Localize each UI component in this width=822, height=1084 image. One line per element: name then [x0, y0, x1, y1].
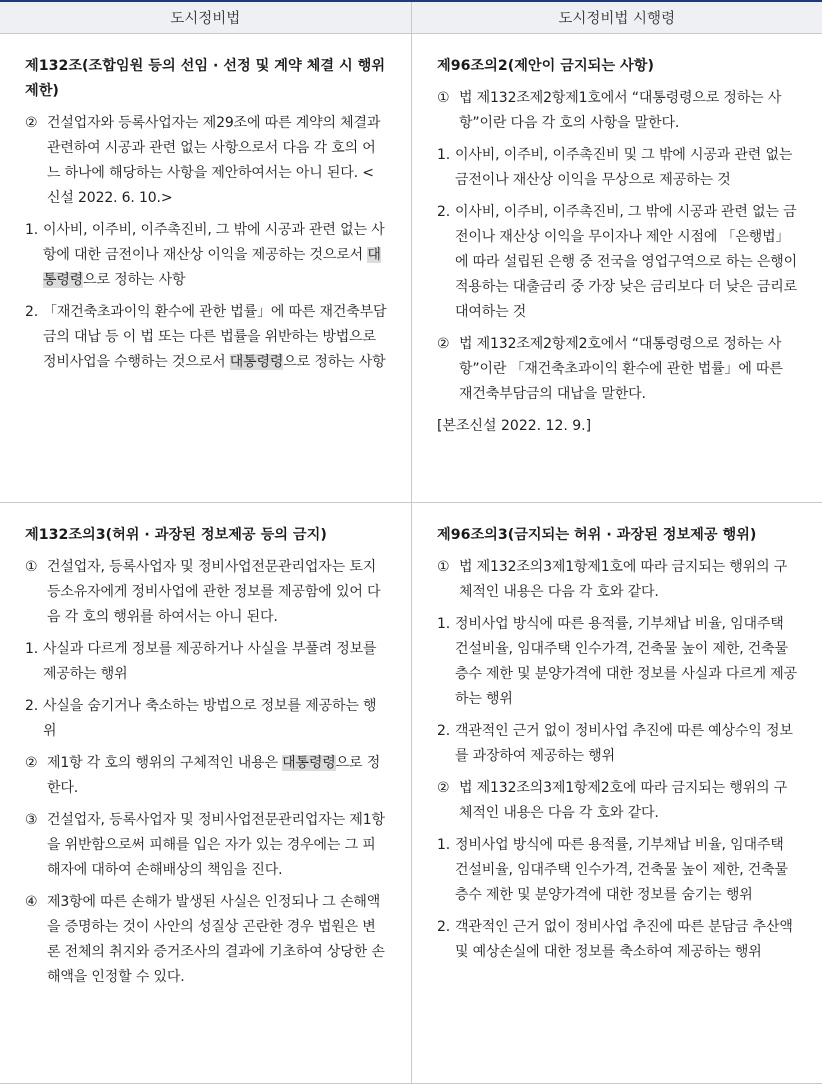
highlighted-term: 대통령령 — [43, 247, 381, 288]
paragraph-2 — [25, 111, 387, 211]
item-text: 사실과 다르게 정보를 제공하거나 사실을 부풀려 정보를 제공하는 행위 — [43, 637, 387, 687]
act-article-132-3 — [0, 503, 411, 1083]
article-title: 제96조의3(금지되는 허위 · 과장된 정보제공 행위) — [437, 523, 798, 548]
paragraph-1 — [25, 555, 387, 630]
paragraph-2 — [25, 751, 387, 801]
paragraph-1 — [437, 86, 798, 136]
item-text-part: 「재건축초과이익 환수에 관한 법률」에 따른 재건축부담금의 대납 등 이 법 또는 다른 법률을 위반하는 방법으로 정비사업을 수행하는 것으로서 — [43, 304, 386, 370]
article-title: 제96조의2(제안이 금지되는 사항) — [437, 54, 798, 79]
paragraph-text: 법 제132조의3제1항제2호에 따라 금지되는 행위의 구체적인 내용은 다음 각 호와 같다. — [459, 776, 798, 826]
decree-article-96-2 — [411, 34, 822, 502]
paragraph-text: 법 제132조제2항제1호에서 “대통령령으로 정하는 사항”이란 다음 각 호의 사항을 말한다. — [459, 86, 798, 136]
table-row — [0, 34, 822, 502]
item-2 — [437, 200, 798, 325]
paragraph-text: 법 제132조제2항제2호에서 “대통령령으로 정하는 사항”이란 「재건축초과이익 환수에 관한 법률」에 따른 재건축부담금의 대납을 말한다. — [459, 332, 798, 407]
paragraph-2 — [437, 332, 798, 407]
item-text: 이사비, 이주비, 이주촉진비, 그 밖에 시공과 관련 없는 금전이나 재산상 이익을 무이자나 제안 시점에 「은행법」에 따라 설립된 은행 중 전국을 영업구역으로 하는 은행이 적용하는 대출금리 중 가장 낮은 금리보다 더 낮은 금리로 대여하는 것 — [455, 200, 798, 325]
item-text: 정비사업 방식에 따른 용적률, 기부채납 비율, 임대주택 건설비율, 임대주택 인수가격, 건축물 높이 제한, 건축물 층수 제한 및 분양가격에 대한 정보를 숨기는 행위 — [455, 833, 798, 908]
item-2 — [437, 915, 798, 965]
item-text — [43, 218, 387, 293]
table-header — [0, 2, 822, 34]
item-2 — [437, 719, 798, 769]
item-marker: 2. — [25, 694, 43, 744]
paragraph-marker: ① — [437, 86, 459, 136]
paragraph-marker: ② — [25, 751, 47, 801]
item-marker: 1. — [437, 833, 455, 908]
item-1 — [25, 637, 387, 687]
paragraph-text — [47, 751, 387, 801]
paragraph-text: 법 제132조의3제1항제1호에 따라 금지되는 행위의 구체적인 내용은 다음 각 호와 같다. — [459, 555, 798, 605]
article-title: 제132조(조합임원 등의 선임 · 선정 및 계약 체결 시 행위제한) — [25, 54, 387, 104]
table-row — [0, 502, 822, 1083]
paragraph-4 — [25, 890, 387, 990]
item-1 — [437, 612, 798, 712]
paragraph-text: 건설업자, 등록사업자 및 정비사업전문관리업자는 제1항을 위반함으로써 피해를 입은 자가 있는 경우에는 그 피해자에 대하여 손해배상의 책임을 진다. — [47, 808, 387, 883]
column-header-act: 도시정비법 — [0, 2, 411, 33]
paragraph-marker: ② — [25, 111, 47, 211]
item-marker: 2. — [437, 915, 455, 965]
paragraph-marker: ① — [25, 555, 47, 630]
item-1 — [437, 143, 798, 193]
item-text: 객관적인 근거 없이 정비사업 추진에 따른 분담금 추산액 및 예상손실에 대한 정보를 축소하여 제공하는 행위 — [455, 915, 798, 965]
item-marker: 2. — [437, 200, 455, 325]
item-text: 이사비, 이주비, 이주촉진비 및 그 밖에 시공과 관련 없는 금전이나 재산상 이익을 무상으로 제공하는 것 — [455, 143, 798, 193]
item-marker: 1. — [437, 612, 455, 712]
highlighted-term: 대통령령 — [230, 354, 284, 370]
paragraph-text: 건설업자와 등록사업자는 제29조에 따른 계약의 체결과 관련하여 시공과 관련 없는 사항으로서 다음 각 호의 어느 하나에 해당하는 사항을 제안하여서는 아니 된다. <신설 2022. 6. 10.> — [47, 111, 387, 211]
paragraph-1 — [437, 555, 798, 605]
paragraph-text: 제3항에 따른 손해가 발생된 사실은 인정되나 그 손해액을 증명하는 것이 사안의 성질상 곤란한 경우 법원은 변론 전체의 취지와 증거조사의 결과에 기초하여 상당한 손해액을 인정할 수 있다. — [47, 890, 387, 990]
paragraph-marker: ① — [437, 555, 459, 605]
paragraph-text-part: 으로 정한다. — [47, 755, 380, 796]
article-title: 제132조의3(허위 · 과장된 정보제공 등의 금지) — [25, 523, 387, 548]
act-article-132 — [0, 34, 411, 502]
item-marker: 2. — [437, 719, 455, 769]
item-text-part: 으로 정하는 사항 — [83, 272, 185, 288]
item-text — [43, 300, 387, 375]
item-1 — [25, 218, 387, 293]
column-header-decree: 도시정비법 시행령 — [411, 2, 822, 33]
decree-article-96-3 — [411, 503, 822, 1083]
paragraph-3 — [25, 808, 387, 883]
highlighted-term: 대통령령 — [282, 755, 336, 771]
item-text-part: 이사비, 이주비, 이주촉진비, 그 밖에 시공과 관련 없는 사항에 대한 금전이나 재산상 이익을 제공하는 것으로서 — [43, 222, 385, 263]
paragraph-marker: ④ — [25, 890, 47, 990]
enactment-note: [본조신설 2022. 12. 9.] — [437, 414, 798, 439]
paragraph-marker: ③ — [25, 808, 47, 883]
item-2 — [25, 300, 387, 375]
item-marker: 1. — [437, 143, 455, 193]
item-text-part: 으로 정하는 사항 — [283, 354, 385, 370]
item-text: 객관적인 근거 없이 정비사업 추진에 따른 예상수익 정보를 과장하여 제공하는 행위 — [455, 719, 798, 769]
item-marker: 2. — [25, 300, 43, 375]
paragraph-marker: ② — [437, 776, 459, 826]
item-marker: 1. — [25, 637, 43, 687]
paragraph-text: 건설업자, 등록사업자 및 정비사업전문관리업자는 토지등소유자에게 정비사업에 관한 정보를 제공함에 있어 다음 각 호의 행위를 하여서는 아니 된다. — [47, 555, 387, 630]
item-1 — [437, 833, 798, 908]
item-text: 정비사업 방식에 따른 용적률, 기부채납 비율, 임대주택 건설비율, 임대주택 인수가격, 건축물 높이 제한, 건축물 층수 제한 및 분양가격에 대한 정보를 사실과 다르게 제공하는 행위 — [455, 612, 798, 712]
paragraph-text-part: 제1항 각 호의 행위의 구체적인 내용은 — [47, 755, 282, 771]
item-text: 사실을 숨기거나 축소하는 방법으로 정보를 제공하는 행위 — [43, 694, 387, 744]
paragraph-2 — [437, 776, 798, 826]
paragraph-marker: ② — [437, 332, 459, 407]
item-marker: 1. — [25, 218, 43, 293]
item-2 — [25, 694, 387, 744]
